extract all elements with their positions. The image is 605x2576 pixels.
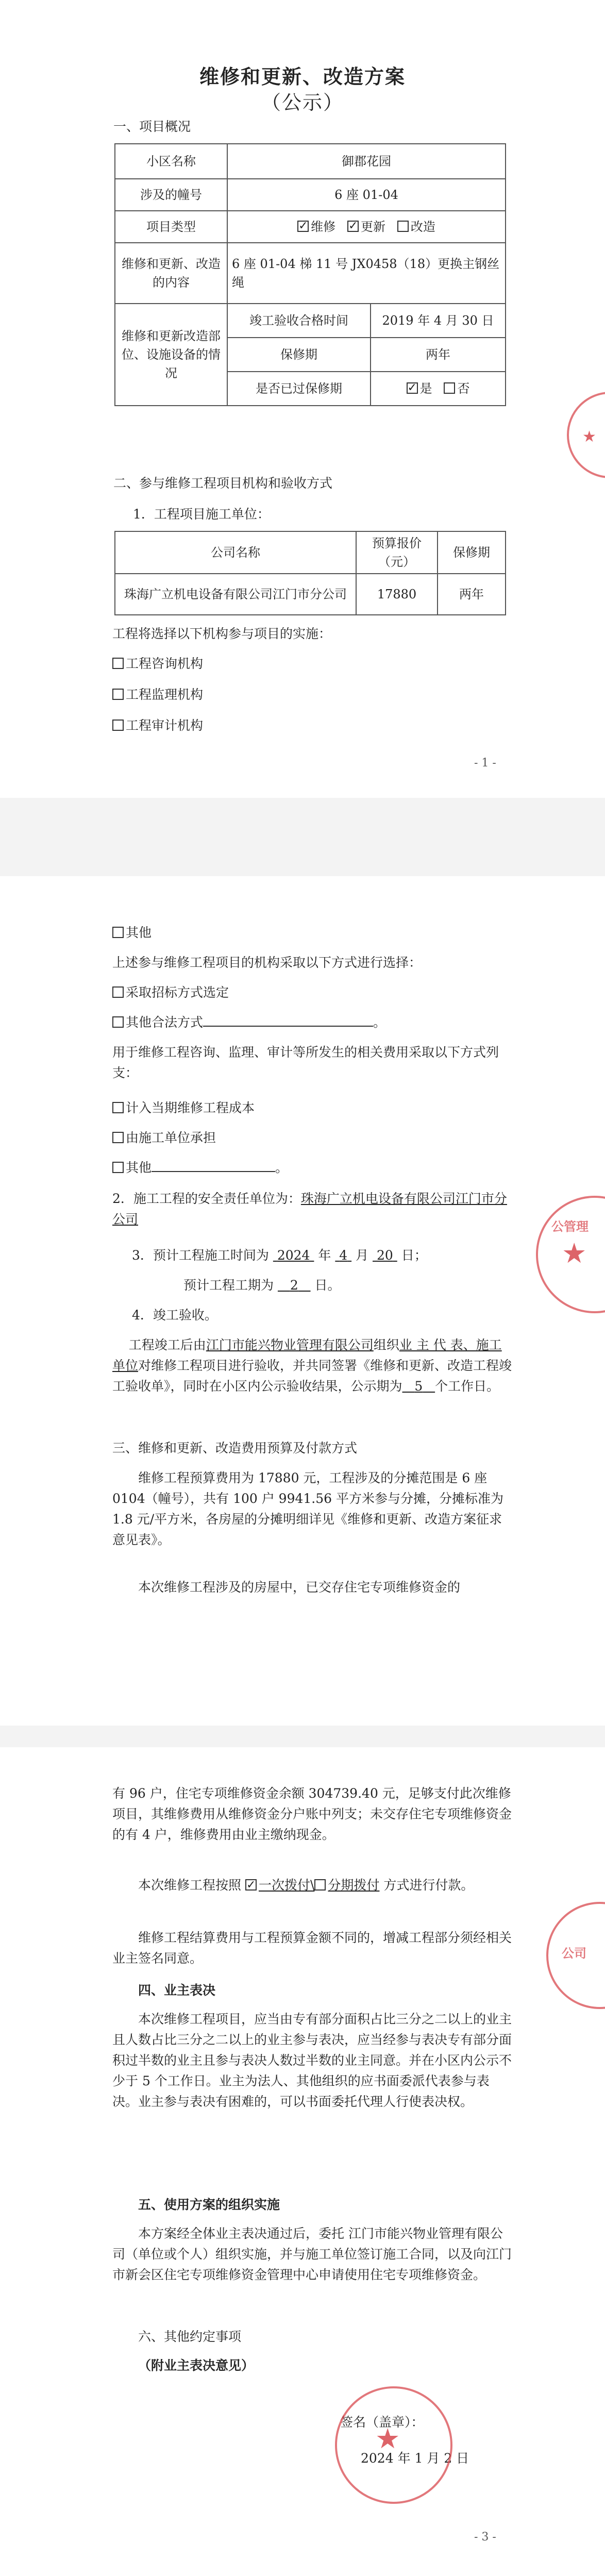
seal-text: 公司	[562, 1946, 586, 1961]
blank-line	[203, 1026, 373, 1027]
implementation-paragraph: 本方案经全体业主表决通过后，委托 江门市能兴物业管理有限公司（单位或个人）组织实施，并与施工单位签订施工合同，以及向江门市新会区住宅专项维修资金管理中心申请使用住宅专项维修资金。	[112, 2226, 512, 2282]
seal-text: 公管理	[551, 1219, 589, 1234]
row-value: 6 座 01-04	[227, 179, 506, 211]
option-row: 其他合法方式 。	[112, 1012, 386, 1033]
option-row	[112, 1098, 255, 1118]
star-icon: ★	[562, 1237, 587, 1269]
row-label: 小区名称	[115, 144, 227, 179]
budget-paragraph: 维修工程预算费用为 17880 元，工程涉及的分摊范围是 6 座 0104（幢号），共有 100 户 9941.56 平方米参与分摊，分摊标准为 1.8 元/平方米，各房屋的分摊明细详见《维修和更新、改造方案征求意见表》。	[112, 1470, 504, 1547]
star-icon: ★	[375, 2422, 400, 2455]
project-overview-table	[114, 143, 506, 406]
checkbox-audit[interactable]	[112, 720, 124, 731]
section-heading-3: 三、维修和更新、改造费用预算及付款方式	[112, 1441, 358, 1456]
row-value: 6 座 01-04 梯 11 号 JX0458（18）更换主钢丝绳	[227, 243, 506, 304]
construction-period: 预计工程工期为 2 日。	[183, 1278, 341, 1293]
section-heading-4: 四、业主表决	[138, 1983, 216, 1998]
checkbox-cost-included[interactable]	[112, 1102, 124, 1113]
settlement-paragraph: 维修工程结算费用与工程预算金额不同的，增减工程部分须经相关业主签名同意。	[112, 1930, 512, 1966]
checkbox-repair[interactable]	[297, 221, 309, 232]
checkbox-yes[interactable]	[407, 382, 418, 394]
page-3	[0, 1747, 605, 2576]
page-title: 维修和更新、改造方案	[199, 65, 406, 88]
option-label: 计入当期维修工程成本	[126, 1100, 255, 1115]
sub-value: 2019 年 4 月 30 日	[371, 304, 506, 338]
option-label: 由施工单位承担	[126, 1130, 216, 1145]
row-label: 维修和更新、改造的内容	[115, 243, 227, 304]
section-heading-1: 一、项目概况	[113, 119, 191, 134]
option-label: 改造	[410, 220, 435, 234]
checkbox-other-org[interactable]	[112, 927, 124, 938]
option-label: 采取招标方式选定	[126, 985, 229, 1000]
blank-line	[152, 1171, 275, 1172]
acceptance-heading: 4．竣工验收。	[132, 1308, 217, 1323]
option-label: 维修	[311, 220, 336, 234]
header-budget: 预算报价（元）	[356, 531, 438, 574]
row-label: 项目类型	[115, 211, 227, 243]
page-number: - 3 -	[474, 2531, 496, 2544]
paragraph: 工程将选择以下机构参与项目的实施：	[112, 626, 332, 641]
header-company: 公司名称	[115, 531, 356, 574]
section-heading-6: 六、其他约定事项	[138, 2329, 242, 2344]
option-row	[112, 982, 229, 1003]
construction-time: 3．预计工程施工时间为 2024 年 4 月 20 日；	[132, 1248, 427, 1263]
option-label: 更新	[361, 220, 385, 234]
checkbox-one-time[interactable]	[245, 1879, 257, 1891]
signature-label: 签名（盖章）：	[340, 2415, 424, 2430]
checkbox-contractor-bears[interactable]	[112, 1132, 124, 1143]
header-warranty: 保修期	[438, 531, 506, 574]
attachment-note: （附业主表决意见）	[138, 2358, 255, 2373]
sub-value: 两年	[371, 338, 506, 372]
option-label: 工程监理机构	[126, 687, 204, 702]
checkbox-update[interactable]	[347, 221, 359, 232]
row-value: 御郡花园	[227, 144, 506, 179]
page-1	[0, 0, 605, 798]
option-row	[112, 1128, 216, 1148]
sub-heading: 1．工程项目施工单位：	[133, 507, 270, 522]
option-row	[112, 923, 152, 943]
option-label: 其他合法方式	[126, 1015, 204, 1030]
project-type-options	[227, 211, 506, 243]
option-row	[112, 715, 203, 736]
paragraph: 用于维修工程咨询、监理、审计等所发生的相关费用采取以下方式列支：	[112, 1045, 499, 1080]
checkbox-installments[interactable]	[314, 1879, 326, 1891]
checkbox-tender[interactable]	[112, 986, 124, 998]
signature-date: 2024 年 1 月 2 日	[361, 2451, 469, 2466]
checkbox-remodel[interactable]	[397, 221, 409, 232]
warranty-expired-options	[371, 372, 506, 406]
fund-paragraph: 有 96 户，住宅专项维修资金余额 304739.40 元，足够支付此次维修项目，其维修费用从维修资金分户账中列支；未交存住宅专项维修资金的有 4 户，维修费用由业主缴纳现金。	[112, 1786, 512, 1842]
sub-label: 竣工验收合格时间	[227, 304, 371, 338]
checkbox-supervision[interactable]	[112, 689, 124, 700]
option-row	[112, 684, 203, 705]
cell-budget: 17880	[356, 574, 438, 615]
row-label: 涉及的幢号	[115, 179, 227, 211]
row-label: 维修和更新改造部位、设施设备的情况	[115, 304, 227, 406]
budget-continued: 本次维修工程涉及的房屋中，已交存住宅专项维修资金的	[138, 1580, 461, 1595]
option-label: 其他	[126, 1160, 152, 1175]
option-label: 其他	[126, 925, 152, 940]
checkbox-other-method[interactable]	[112, 1016, 124, 1028]
sub-label: 保修期	[227, 338, 371, 372]
contractor-table	[114, 531, 506, 615]
option-label: 工程审计机构	[126, 718, 204, 733]
page-number: - 1 -	[474, 757, 496, 770]
option-label: 否	[457, 381, 470, 396]
payment-method: 本次维修工程按照 ✓ 一次拨付\ 分期拨付 方式进行付款。	[138, 1875, 474, 1896]
voting-paragraph: 本次维修工程项目，应当由专有部分面积占比三分之二以上的业主且人数占比三分之二以上的业主参与表决，应当经参与表决专有部分面积过半数的业主且参与表决人数过半数的业主同意。并在小区内公示不少于 5 个工作日。业主为法人、其他组织的应书面委派代表参与表决。业主参与表决有困难的，可以书面委托代理人行使表决权。	[112, 2012, 512, 2109]
acceptance-paragraph: 工程竣工后由江门市能兴物业管理有限公司组织业 主 代 表、施工单位对维修工程项目进行验收，并共同签署《维修和更新、改造工程竣工验收单》，同时在小区内公示验收结果，公示期为 5 个工作日。	[112, 1337, 512, 1394]
option-label: 工程咨询机构	[126, 656, 204, 671]
option-row: 其他 。	[112, 1158, 288, 1178]
page-subtitle: （公示）	[261, 91, 344, 114]
checkbox-other-fee[interactable]	[112, 1162, 124, 1173]
section-heading-2: 二、参与维修工程项目机构和验收方式	[113, 476, 333, 491]
cell-warranty: 两年	[438, 574, 506, 615]
checkbox-no[interactable]	[444, 382, 455, 394]
option-label: 是	[419, 381, 432, 396]
star-icon: ★	[582, 428, 596, 446]
option-row	[112, 654, 203, 674]
checkbox-consulting[interactable]	[112, 658, 124, 669]
safety-responsibility: 2．施工工程的安全责任单位为：珠海广立机电设备有限公司江门市分公司	[112, 1191, 507, 1227]
section-heading-5: 五、使用方案的组织实施	[138, 2197, 280, 2212]
cell-company: 珠海广立机电设备有限公司江门市分公司	[115, 574, 356, 615]
page-2	[0, 876, 605, 1726]
paragraph: 上述参与维修工程项目的机构采取以下方式进行选择：	[112, 955, 422, 970]
sub-label: 是否已过保修期	[227, 372, 371, 406]
